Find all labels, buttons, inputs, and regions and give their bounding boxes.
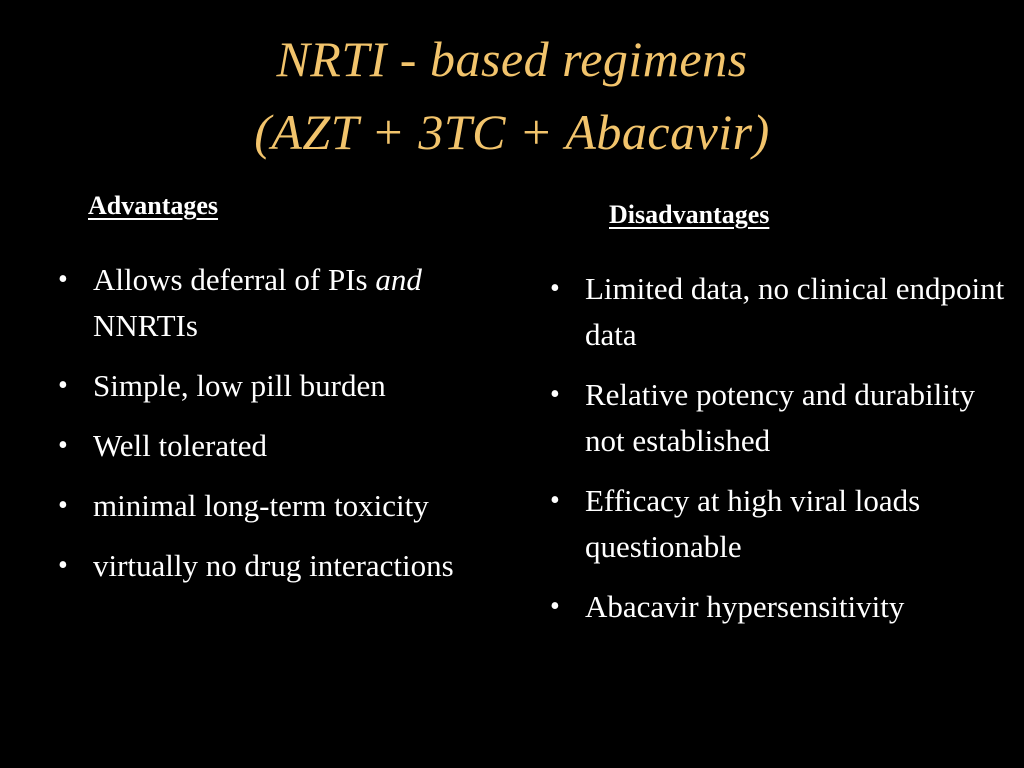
disadvantages-item [550, 372, 1010, 464]
disadvantages-item-text: Efficacy at high viral loads questionable [585, 483, 921, 564]
slide-subtitle: (AZT + 3TC + Abacavir) [254, 104, 770, 160]
advantages-item-text: Well tolerated [93, 428, 267, 463]
bullet-icon: • [58, 490, 68, 521]
advantages-item-text: virtually no drug interactions [93, 548, 454, 583]
bullet-icon: • [550, 485, 560, 516]
bullet-icon: • [550, 591, 560, 622]
disadvantages-item [550, 478, 1010, 570]
advantages-item [58, 423, 498, 469]
bullet-icon: • [58, 264, 68, 295]
bullet-icon: • [58, 550, 68, 581]
advantages-item [58, 483, 498, 529]
bullet-icon: • [550, 379, 560, 410]
advantages-item [58, 257, 498, 349]
bullet-icon: • [58, 370, 68, 401]
advantages-item [58, 543, 498, 589]
disadvantages-item [550, 584, 1010, 630]
bullet-icon: • [58, 430, 68, 461]
advantages-item-text: Allows deferral of PIs [93, 262, 368, 297]
advantages-item-text: Simple, low pill burden [93, 368, 386, 403]
advantages-item-text: minimal long-term toxicity [93, 488, 429, 523]
disadvantages-item [550, 266, 1010, 358]
disadvantages-list [550, 266, 1010, 644]
slide-title: NRTI - based regimens [276, 31, 748, 87]
advantages-item-emphasis: and [375, 262, 422, 297]
advantages-item-text-after: NNRTIs [93, 308, 198, 343]
disadvantages-item-text: Relative potency and durability not established [585, 377, 975, 458]
advantages-list [58, 257, 498, 603]
disadvantages-item-text: Abacavir hypersensitivity [585, 589, 905, 624]
advantages-item [58, 363, 498, 409]
disadvantages-heading: Disadvantages [609, 200, 770, 229]
bullet-icon: • [550, 273, 560, 304]
advantages-heading: Advantages [88, 191, 219, 220]
disadvantages-item-text: Limited data, no clinical endpoint data [585, 271, 1005, 352]
